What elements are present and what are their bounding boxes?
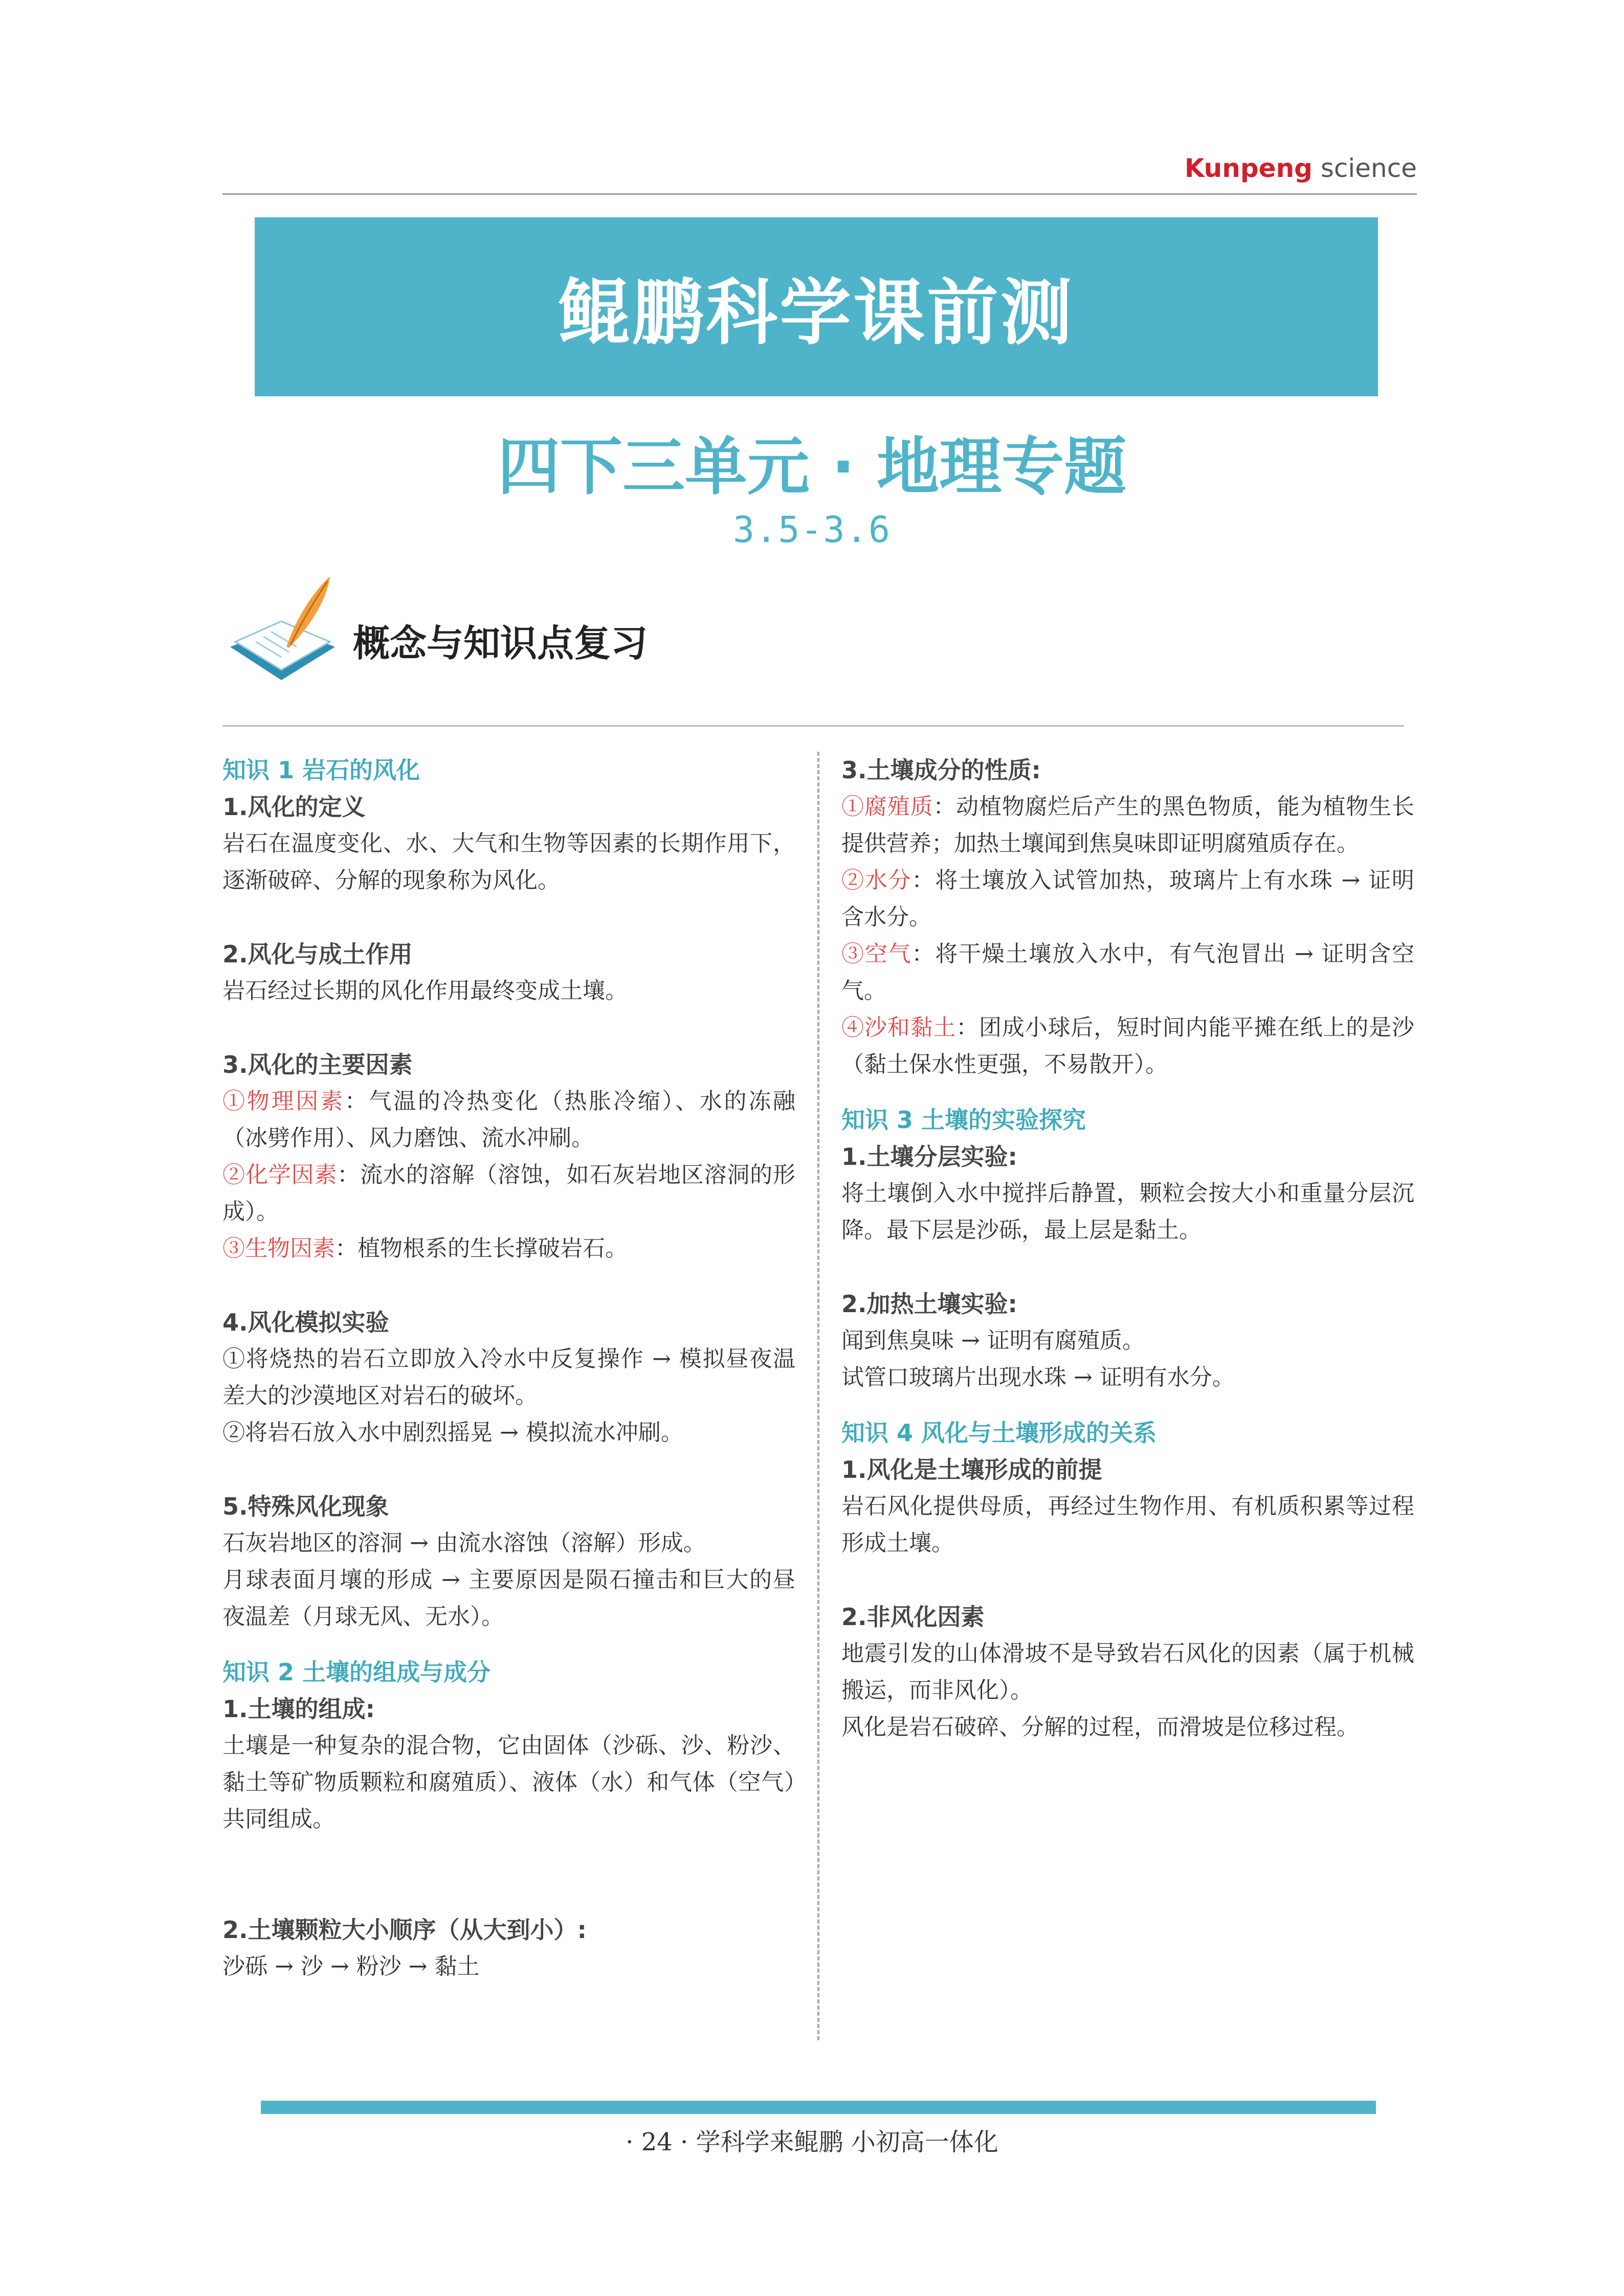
section-rule xyxy=(223,725,1404,727)
page-date: 3.5-3.6 xyxy=(732,509,891,551)
list-item: ①将烧热的岩石立即放入冷水中反复操作 → 模拟昼夜温差大的沙漠地区对岩石的破坏。 xyxy=(223,1346,795,1409)
subsection-title: 3.风化的主要因素 xyxy=(223,1051,413,1078)
paragraph: 岩石风化提供母质，再经过生物作用、有机质积累等过程形成土壤。 xyxy=(841,1493,1414,1556)
subsection-title: 2.加热土壤实验: xyxy=(841,1290,1017,1318)
paragraph: 岩石在温度变化、水、大气和生物等因素的长期作用下，逐渐破碎、分解的现象称为风化。 xyxy=(223,830,795,893)
subsection-title: 1.土壤分层实验: xyxy=(841,1143,1017,1170)
property-text: ：团成小球后，短时间内能平摊在纸上的是沙（黏土保水性更强，不易散开）。 xyxy=(841,1015,1415,1077)
property-text: ：将干燥土壤放入水中，有气泡冒出 → 证明含空气。 xyxy=(841,941,1415,1004)
subsection-title: 2.风化与成土作用 xyxy=(223,940,413,968)
subsection-title: 5.特殊风化现象 xyxy=(223,1493,389,1520)
factor-label: ③生物因素 xyxy=(223,1235,335,1262)
left-column xyxy=(223,752,795,1985)
column-divider xyxy=(817,752,819,2040)
paragraph: 岩石经过长期的风化作用最终变成土壤。 xyxy=(223,978,628,1004)
property-text: ：动植物腐烂后产生的黑色物质，能为植物生长提供营养；加热土壤闻到焦臭味即证明腐殖质存在。 xyxy=(841,794,1415,857)
subsection-title: 1.土壤的组成: xyxy=(223,1695,375,1723)
list-item: 闻到焦臭味 → 证明有腐殖质。 xyxy=(841,1327,1145,1354)
brand-name: Kunpeng xyxy=(1184,153,1312,183)
list-item xyxy=(841,1009,1414,1083)
property-text: ：将土壤放入试管加热，玻璃片上有水珠 → 证明含水分。 xyxy=(841,867,1415,930)
knowledge-4-heading: 知识 4 风化与土壤形成的关系 xyxy=(841,1419,1157,1447)
factor-label: ②化学因素 xyxy=(223,1162,338,1188)
page-subtitle: 四下三单元 · 地理专题 xyxy=(497,431,1127,503)
list-item: 试管口玻璃片出现水珠 → 证明有水分。 xyxy=(841,1364,1235,1390)
knowledge-1-heading: 知识 1 岩石的风化 xyxy=(223,756,420,784)
section-heading: 概念与知识点复习 xyxy=(353,622,648,665)
subsection-title: 2.土壤颗粒大小顺序（从大到小）: xyxy=(223,1916,587,1944)
footer-text: · 24 · 学科学来鲲鹏 小初高一体化 xyxy=(626,2128,998,2156)
brand-suffix: science xyxy=(1312,153,1417,183)
header-rule xyxy=(223,193,1417,195)
subsection-title: 3.土壤成分的性质: xyxy=(841,756,1041,784)
factor-text: ：气温的冷热变化（热胀冷缩）、水的冻融（冰劈作用）、风力磨蚀、流水冲刷。 xyxy=(223,1088,796,1151)
title-banner xyxy=(255,217,1378,396)
list-item xyxy=(841,862,1414,936)
paragraph: 风化是岩石破碎、分解的过程，而滑坡是位移过程。 xyxy=(841,1714,1359,1740)
property-label: ①腐殖质 xyxy=(841,794,933,820)
list-item xyxy=(223,1083,795,1157)
subsection-title: 1.风化是土壤形成的前提 xyxy=(841,1456,1102,1483)
factor-text: ：流水的溶解（溶蚀，如石灰岩地区溶洞的形成）。 xyxy=(223,1162,796,1225)
list-item: 石灰岩地区的溶洞 → 由流水溶蚀（溶解）形成。 xyxy=(223,1530,706,1556)
paragraph: 将土壤倒入水中搅拌后静置，颗粒会按大小和重量分层沉降。最下层是沙砾，最上层是黏土。 xyxy=(841,1180,1414,1243)
list-item: ②将岩石放入水中剧烈摇晃 → 模拟流水冲刷。 xyxy=(223,1420,683,1446)
right-column xyxy=(841,752,1414,1746)
knowledge-3-heading: 知识 3 土壤的实验探究 xyxy=(841,1106,1086,1134)
paragraph: 地震引发的山体滑坡不是导致岩石风化的因素（属于机械搬运，而非风化）。 xyxy=(841,1640,1414,1703)
brand-logo xyxy=(1185,153,1417,183)
book-quill-icon xyxy=(225,570,338,688)
factor-text: ：植物根系的生长撑破岩石。 xyxy=(335,1235,628,1262)
footer-bar xyxy=(261,2101,1376,2114)
list-item xyxy=(841,789,1414,862)
list-item xyxy=(223,1230,795,1267)
subsection-title: 2.非风化因素 xyxy=(841,1603,985,1631)
subsection-title: 1.风化的定义 xyxy=(223,793,366,821)
property-label: ③空气 xyxy=(841,941,912,967)
knowledge-2-heading: 知识 2 土壤的组成与成分 xyxy=(223,1658,491,1686)
property-label: ②水分 xyxy=(841,867,912,893)
page-title: 鲲鹏科学课前测 xyxy=(558,271,1074,355)
factor-label: ①物理因素 xyxy=(223,1088,345,1114)
paragraph: 沙砾 → 沙 → 粉沙 → 黏土 xyxy=(223,1953,480,1979)
paragraph: 土壤是一种复杂的混合物，它由固体（沙砾、沙、粉沙、黏土等矿物质颗粒和腐殖质）、液体（水）和气体（空气）共同组成。 xyxy=(223,1732,795,1832)
property-label: ④沙和黏土 xyxy=(841,1015,956,1041)
list-item xyxy=(223,1157,795,1230)
list-item: 月球表面月壤的形成 → 主要原因是陨石撞击和巨大的昼夜温差（月球无风、无水）。 xyxy=(223,1567,795,1630)
subsection-title: 4.风化模拟实验 xyxy=(223,1309,389,1336)
list-item xyxy=(841,936,1414,1009)
